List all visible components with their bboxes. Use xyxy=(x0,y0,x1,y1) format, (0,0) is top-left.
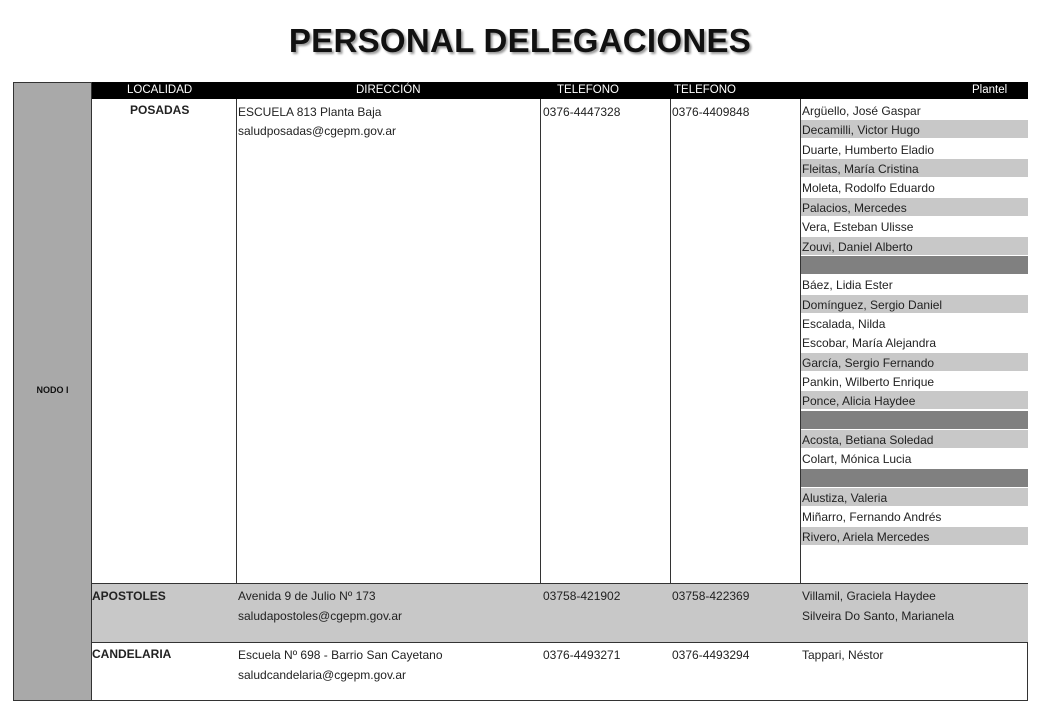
plantel-row: Moleta, Rodolfo Eduardo xyxy=(802,181,935,196)
plantel-row: Duarte, Humberto Eladio xyxy=(802,142,935,157)
telefono1-apostoles: 03758-421902 xyxy=(543,589,621,603)
table-header xyxy=(92,82,1028,99)
plantel-row: Escalada, Nilda xyxy=(802,316,886,331)
localidad-posadas: POSADAS xyxy=(130,103,190,117)
email-apostoles: saludapostoles@cgepm.gov.ar xyxy=(238,609,403,623)
direccion-apostoles: Avenida 9 de Julio Nº 173 xyxy=(238,589,376,603)
plantel-candelaria-1: Tappari, Néstor xyxy=(802,648,884,662)
header-telefono-1: TELEFONO xyxy=(557,84,619,96)
plantel-row: Alustiza, Valeria xyxy=(801,488,1028,506)
divider-candelaria-top xyxy=(92,642,1028,643)
divider-telefono2 xyxy=(670,99,671,584)
table-right-border xyxy=(1027,642,1028,701)
header-localidad: LOCALIDAD xyxy=(127,84,193,96)
plantel-row: Pankin, Wilberto Enrique xyxy=(802,374,935,389)
plantel-row: Vera, Esteban Ulisse xyxy=(802,220,914,235)
plantel-apostoles-2: Silveira Do Santo, Marianela xyxy=(802,609,955,623)
header-direccion: DIRECCIÓN xyxy=(356,84,421,96)
nodo-column xyxy=(13,82,92,701)
divider-plantel xyxy=(800,99,801,584)
direccion-candelaria: Escuela Nº 698 - Barrio San Cayetano xyxy=(238,648,443,662)
telefono2-candelaria: 0376-4493294 xyxy=(672,648,750,662)
email-posadas: saludposadas@cgepm.gov.ar xyxy=(238,124,397,138)
page-title: PERSONAL DELEGACIONES xyxy=(288,22,752,59)
telefono1-candelaria: 0376-4493271 xyxy=(543,648,621,662)
plantel-row: Fleitas, María Cristina xyxy=(801,159,1028,177)
plantel-row: Acosta, Betiana Soledad xyxy=(801,430,1028,448)
plantel-row: Miñarro, Fernando Andrés xyxy=(802,510,942,525)
plantel-row: Báez, Lidia Ester xyxy=(802,278,893,293)
divider-telefono1 xyxy=(540,99,541,584)
plantel-separator xyxy=(801,256,1028,274)
header-telefono-2: TELEFONO xyxy=(674,84,736,96)
plantel-row: Decamilli, Victor Hugo xyxy=(801,120,1028,138)
localidad-candelaria: CANDELARIA xyxy=(92,647,172,661)
localidad-apostoles: APOSTOLES xyxy=(92,589,166,603)
plantel-row: Argüello, José Gaspar xyxy=(802,104,921,118)
direccion-posadas: ESCUELA 813 Planta Baja xyxy=(238,105,382,119)
email-candelaria: saludcandelaria@cgepm.gov.ar xyxy=(238,668,407,682)
plantel-row: Zouvi, Daniel Alberto xyxy=(801,237,1028,255)
table-bottom-border xyxy=(92,700,1028,701)
plantel-row: Domínguez, Sergio Daniel xyxy=(801,295,1028,313)
telefono1-posadas: 0376-4447328 xyxy=(543,105,621,119)
divider-apostoles-top xyxy=(92,583,1028,584)
plantel-row: Colart, Mónica Lucia xyxy=(802,452,912,467)
divider-direccion xyxy=(236,99,237,584)
nodo-label: NODO I xyxy=(36,385,69,395)
plantel-apostoles-1: Villamil, Graciela Haydee xyxy=(802,589,936,603)
plantel-row: Escobar, María Alejandra xyxy=(802,336,937,351)
plantel-row: Ponce, Alicia Haydee xyxy=(801,391,1028,409)
telefono2-apostoles: 03758-422369 xyxy=(672,589,750,603)
plantel-separator xyxy=(801,469,1028,487)
plantel-row: Rivero, Ariela Mercedes xyxy=(801,527,1028,545)
header-plantel: Plantel xyxy=(972,84,1008,96)
plantel-separator xyxy=(801,411,1028,429)
telefono2-posadas: 0376-4409848 xyxy=(672,105,750,119)
plantel-row: García, Sergio Fernando xyxy=(801,353,1028,371)
section-apostoles xyxy=(92,584,1028,643)
plantel-row: Palacios, Mercedes xyxy=(801,198,1028,216)
